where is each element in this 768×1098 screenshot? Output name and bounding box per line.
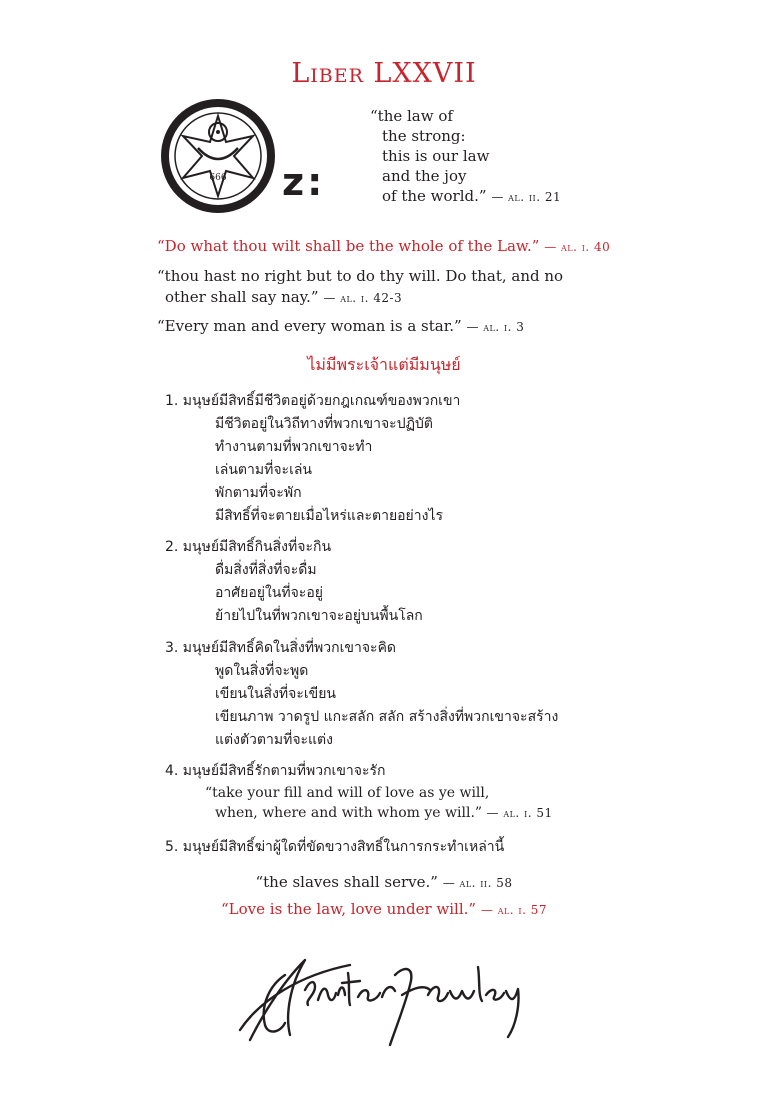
article-3 — [165, 637, 558, 752]
strong-quote-line: this is our law — [382, 147, 490, 165]
article-line: เล่นตามที่จะเล่น — [215, 462, 313, 478]
article-quote-line: “take your fill and will of love as ye will, — [205, 785, 490, 801]
article-head: 2. มนุษย์มีสิทธิ์กินสิ่งที่จะกิน — [165, 539, 332, 555]
article-line: เขียนในสิ่งที่จะเขียน — [215, 686, 336, 702]
strong-quote-ref: — al. ii. 21 — [491, 190, 562, 204]
article-line: อาศัยอยู่ในที่จะอยู่ — [215, 585, 323, 601]
quote-ref: — al. i. 3 — [466, 320, 525, 334]
unicursal-hexagram-seal-icon — [160, 98, 276, 214]
quote-law — [157, 236, 610, 258]
article-quote-line: when, where and with whom ye will.” — [215, 805, 483, 821]
strong-quote-line: of the world.” — [382, 187, 487, 205]
quote-ref: — al. i. 40 — [544, 240, 611, 254]
strong-quote-line: and the joy — [382, 167, 467, 185]
closing-quote-slaves — [0, 873, 768, 891]
article-line: เขียนภาพ วาดรูป แกะสลัก สลัก สร้างสิ่งที่พวกเขาจะสร้าง — [215, 709, 559, 725]
quote-ref: — al. i. 51 — [486, 806, 553, 820]
article-1 — [165, 390, 460, 528]
article-line: ดื่มสิ่งที่สิ่งที่จะดื่ม — [215, 562, 317, 578]
article-4 — [165, 760, 553, 823]
article-line: มีสิทธิ์ที่จะตายเมื่อไหร่และตายอย่างไร — [215, 508, 444, 524]
quote-ref: — al. i. 57 — [480, 903, 547, 917]
article-5 — [165, 836, 504, 859]
strong-quote-line: “the law of — [370, 107, 453, 125]
article-line: ทำงานตามที่พวกเขาจะทำ — [215, 439, 373, 455]
article-line: พักตามที่จะพัก — [215, 485, 302, 501]
article-head: 3. มนุษย์มีสิทธิ์คิดในสิ่งที่พวกเขาจะคิด — [165, 640, 397, 656]
article-line: แต่งตัวตามที่จะแต่ง — [215, 732, 333, 748]
quote-text: “the slaves shall serve.” — [255, 873, 438, 891]
article-head: 1. มนุษย์มีสิทธิ์มีชีวิตอยู่ด้วยกฎเกณฑ์ของพวกเขา — [165, 393, 461, 409]
article-head: 4. มนุษย์มีสิทธิ์รักตามที่พวกเขาจะรัก — [165, 763, 386, 779]
seal-number: 666 — [209, 173, 227, 183]
quote-text: “Do what thou wilt shall be the whole of the Law.” — [157, 237, 540, 255]
quote-text-cont: other shall say nay.” — [165, 288, 319, 306]
handwritten-signature — [230, 945, 530, 1050]
page-title: Liber LXXVII — [291, 58, 477, 89]
quote-text: “thou hast no right but to do thy will. Do that, and no — [157, 267, 564, 285]
quote-star — [157, 316, 524, 338]
thai-subtitle: ไม่มีพระเจ้าแต่มีมนุษย์ — [307, 355, 461, 374]
quote-ref: — al. i. 42-3 — [323, 291, 403, 305]
quote-ref: — al. ii. 58 — [442, 876, 513, 890]
closing-quote-love — [0, 900, 768, 918]
article-line: พูดในสิ่งที่จะพูด — [215, 663, 309, 679]
strong-quote-line: the strong: — [382, 127, 466, 145]
article-2 — [165, 536, 423, 628]
article-line: ย้ายไปในที่พวกเขาจะอยู่บนพื้นโลก — [215, 608, 423, 624]
quote-text: “Love is the law, love under will.” — [221, 900, 477, 918]
oz-letters: z: — [282, 160, 326, 204]
strong-law-quote — [370, 106, 561, 207]
article-head: 5. มนุษย์มีสิทธิ์ฆ่าผู้ใดที่ขัดขวางสิทธิ์ในการกระทำเหล่านี้ — [165, 839, 505, 855]
article-line: มีชีวิตอยู่ในวิถีทางที่พวกเขาจะปฏิบัติ — [215, 416, 433, 432]
quote-right — [157, 266, 563, 309]
quote-text: “Every man and every woman is a star.” — [157, 317, 462, 335]
